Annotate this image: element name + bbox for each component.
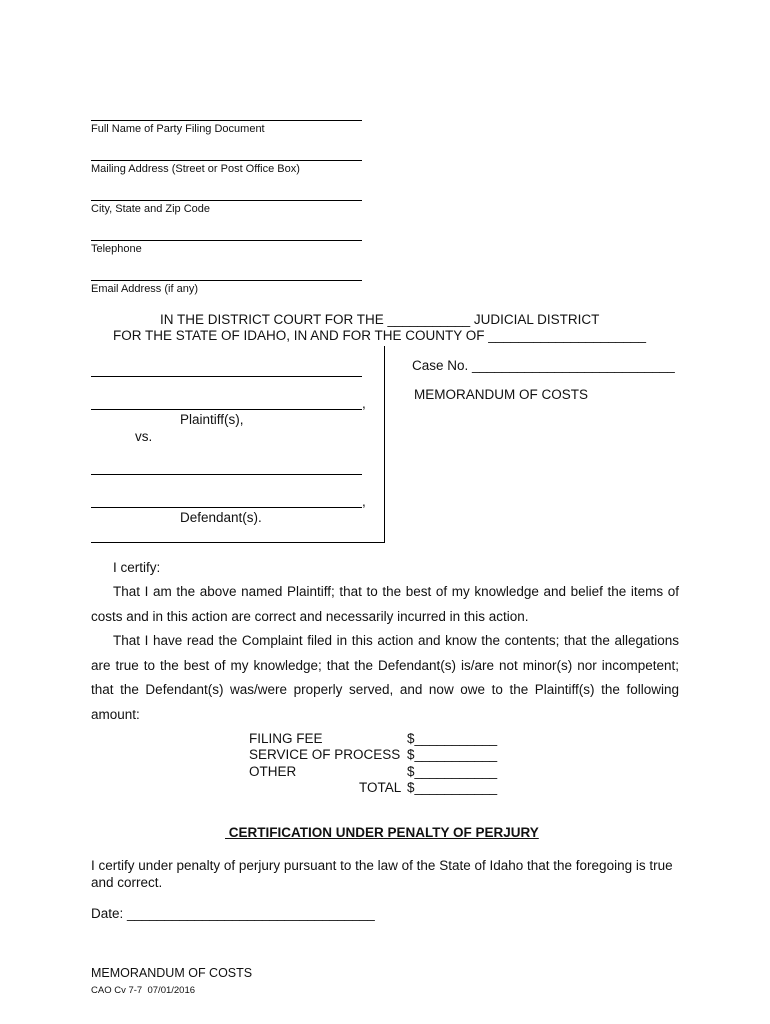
email-line[interactable] — [91, 280, 362, 281]
filing-fee-amount[interactable]: $___________ — [407, 731, 498, 746]
other-cost-label: OTHER — [249, 764, 297, 779]
certify-intro: I certify: — [113, 560, 161, 575]
versus-label: vs. — [135, 429, 153, 444]
name-line[interactable] — [91, 120, 362, 121]
defendant-comma: , — [362, 494, 366, 509]
total-amount[interactable]: $___________ — [407, 780, 498, 795]
caption-divider-vertical — [384, 346, 385, 542]
filing-fee-label: FILING FEE — [249, 731, 323, 746]
plaintiff-line-2[interactable] — [91, 409, 362, 410]
certification-text: I certify under penalty of perjury pursuant to the law of the State of Idaho that the foregoing is true and correct. — [91, 858, 673, 890]
address-line[interactable] — [91, 160, 362, 161]
service-of-process-label: SERVICE OF PROCESS — [249, 747, 401, 762]
telephone-label: Telephone — [91, 243, 142, 255]
document-title: MEMORANDUM OF COSTS — [414, 387, 588, 402]
case-number-field[interactable]: Case No. ___________________________ — [412, 358, 675, 373]
footer-form-id: CAO Cv 7-7 07/01/2016 — [91, 985, 196, 996]
caption-divider-bottom — [91, 542, 385, 543]
paragraph-plaintiff-statement: That I am the above named Plaintiff; that to the best of my knowledge and belief the items of costs and in this action are correct and necessarily incurred in this action. — [91, 584, 679, 624]
plaintiff-comma: , — [362, 396, 366, 411]
court-heading-line1: IN THE DISTRICT COURT FOR THE ___________ JUDICIAL DISTRICT — [160, 312, 600, 327]
email-label: Email Address (if any) — [91, 283, 198, 295]
defendant-line-2[interactable] — [91, 507, 362, 508]
address-label: Mailing Address (Street or Post Office Box) — [91, 163, 300, 175]
other-cost-amount[interactable]: $___________ — [407, 764, 498, 779]
name-label: Full Name of Party Filing Document — [91, 123, 265, 135]
footer-title: MEMORANDUM OF COSTS — [91, 966, 253, 980]
plaintiffs-label: Plaintiff(s), — [180, 412, 244, 427]
certification-title: CERTIFICATION UNDER PENALTY OF PERJURY — [225, 825, 539, 840]
telephone-line[interactable] — [91, 240, 362, 241]
plaintiff-line-1[interactable] — [91, 376, 362, 377]
total-label: TOTAL — [359, 780, 402, 795]
paragraph-complaint-statement: That I have read the Complaint filed in this action and know the contents; that the allegations are true to the best of my knowledge; that the Defendant(s) is/are not minor(s) nor incompetent; that the Defendant(s) was/were properly served, and now owe to the Plaintiff(s) the following amount: — [91, 633, 679, 722]
defendants-label: Defendant(s). — [180, 510, 262, 525]
date-field[interactable]: Date: _________________________________ — [91, 906, 375, 921]
city-label: City, State and Zip Code — [91, 203, 211, 215]
court-heading-line2: FOR THE STATE OF IDAHO, IN AND FOR THE COUNTY OF _____________________ — [113, 328, 646, 343]
service-of-process-amount[interactable]: $___________ — [407, 747, 498, 762]
city-line[interactable] — [91, 200, 362, 201]
defendant-line-1[interactable] — [91, 474, 362, 475]
